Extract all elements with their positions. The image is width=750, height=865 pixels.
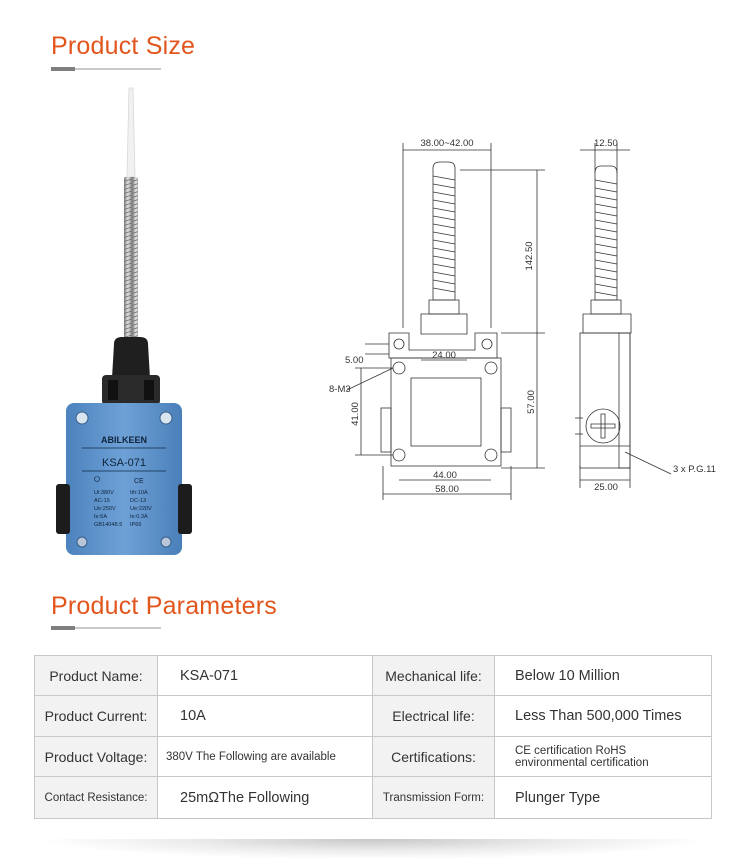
value-product-current: 10A [158,696,373,737]
label-product-voltage: Product Voltage: [35,737,158,777]
label-product-name: Product Name: [35,656,158,696]
table-row [35,696,712,737]
spec-left-2: Ue:250V [94,506,116,512]
table-row [35,656,712,696]
cert-line-1: CE certification RoHS [515,744,627,757]
spec-right-4: IP66 [130,522,142,528]
spec-right-0: Ith:10A [130,490,148,496]
bottom-shadow [44,839,704,859]
dimension-drawing [325,128,725,508]
brand-label: ABILKEEN [100,435,148,445]
table-row [35,737,712,777]
value-product-name: KSA-071 [158,656,373,696]
product-parameters-title: Product Parameters [51,592,277,620]
dim-24: 24.00 [432,350,456,361]
parameters-table [34,655,712,819]
switch-body [66,403,182,555]
ce-mark: CE [134,478,144,485]
value-mechanical-life: Below 10 Million [495,656,712,696]
dim-rod-height: 142.50 [524,241,535,271]
dim-58: 58.00 [435,484,459,495]
dim-pg: 3 x P.G.11 [673,464,716,475]
spec-right-1: DC-13 [130,498,147,504]
dim-41: 41.00 [350,402,361,426]
title-underline [51,627,161,629]
spec-left-1: AC-15 [94,498,110,504]
spec-left-3: Ie:6A [94,514,108,520]
product-photo [52,82,212,562]
label-mechanical-life: Mechanical life: [373,656,495,696]
product-size-title: Product Size [51,32,196,60]
dim-5: 5.00 [345,355,364,366]
value-transmission-form: Plunger Type [495,777,712,819]
value-certifications [495,737,712,777]
spec-right-2: Ue:220V [130,506,152,512]
dim-side-bottom: 25.00 [594,482,618,493]
table-row [35,777,712,819]
value-product-voltage: 380V The Following are available [158,737,373,777]
cert-line-2: environmental certification [515,756,649,769]
dim-width-top: 38.00~42.00 [420,138,474,149]
dim-57: 57.00 [526,390,537,414]
label-transmission-form: Transmission Form: [373,777,495,819]
spring-rod [124,177,138,345]
dim-m3: 8-M3 [329,384,351,395]
dim-side-top: 12.50 [594,138,618,149]
value-electrical-life: Less Than 500,000 Times [495,696,712,737]
spec-right-3: Ie:0.3A [130,514,148,520]
label-certifications: Certifications: [373,737,495,777]
dim-44: 44.00 [433,470,457,481]
value-contact-resistance: 25mΩThe Following [158,777,373,819]
spec-left-4: GB14048.5 [94,522,123,528]
label-product-current: Product Current: [35,696,158,737]
model-label: KSA-071 [101,457,147,469]
spec-left-0: Ui:380V [94,490,114,496]
title-underline [51,68,161,70]
label-contact-resistance: Contact Resistance: [35,777,158,819]
label-electrical-life: Electrical life: [373,696,495,737]
